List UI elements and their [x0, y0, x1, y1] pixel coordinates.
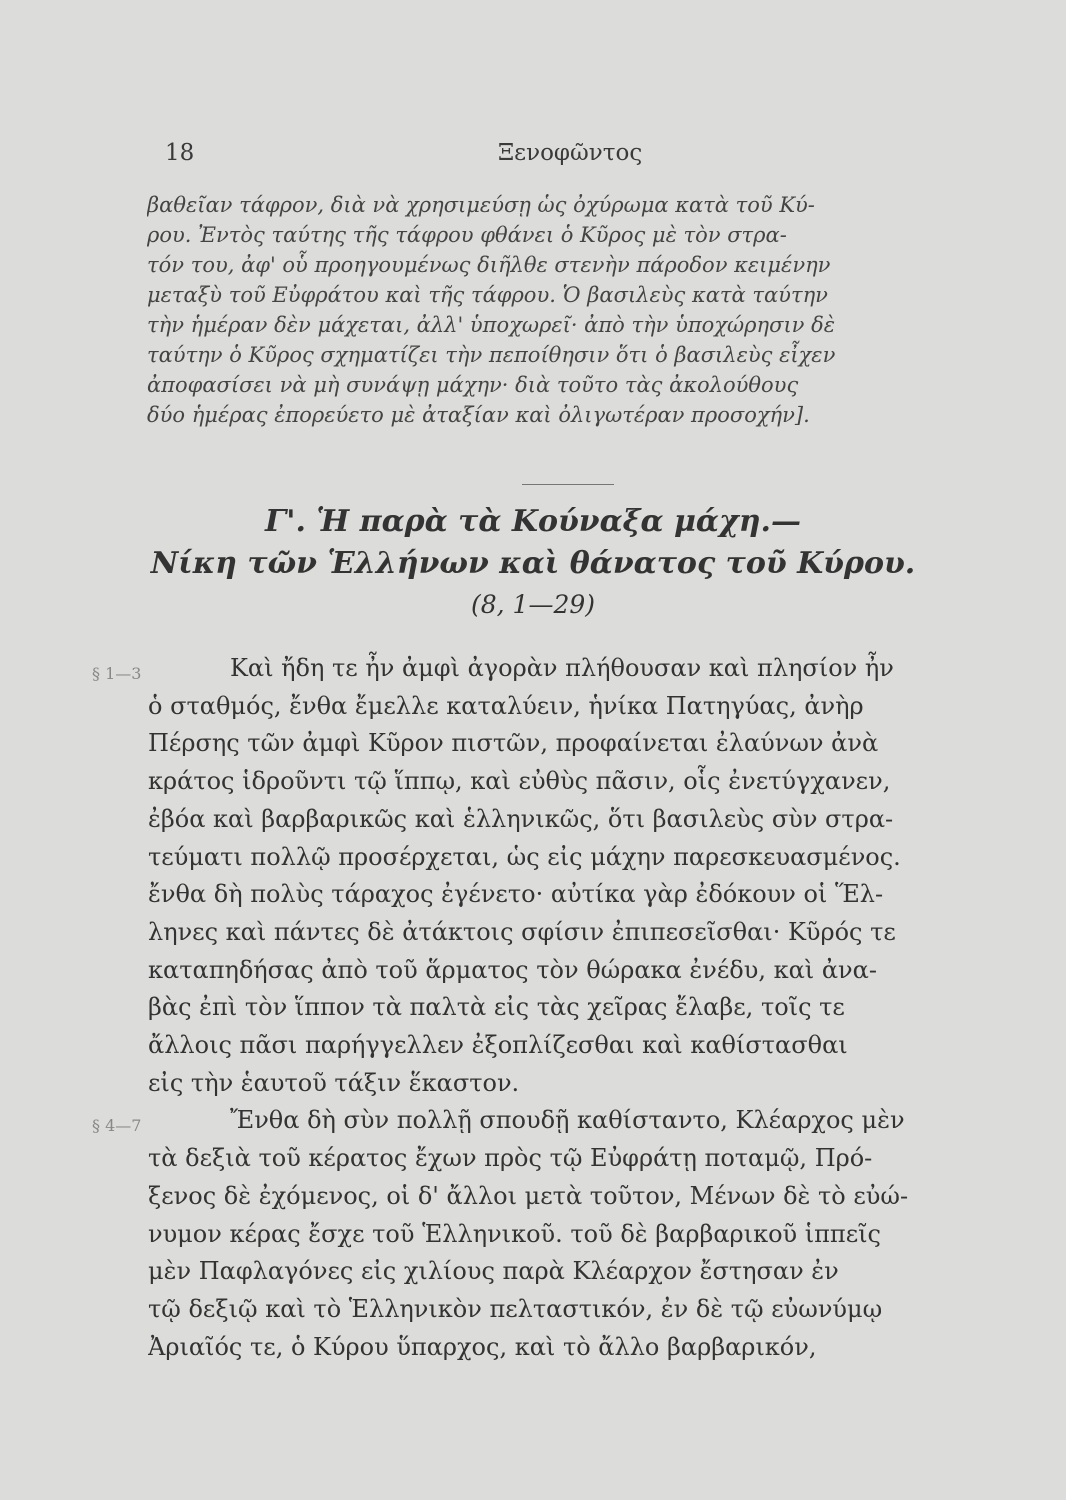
text-line: ὁ σταθμός, ἔνθα ἔμελλε καταλύειν, ἡνίκα Πατηγύας, ἀνὴρ — [148, 691, 864, 720]
text-line: ἐβόα καὶ βαρβαρικῶς καὶ ἑλληνικῶς, ὅτι βασιλεὺς σὺν στρα- — [148, 804, 894, 833]
text-line: ἔνθα δὴ πολὺς τάραχος ἐγένετο· αὐτίκα γὰρ ἐδόκουν οἱ Ἕλ- — [148, 880, 884, 909]
section-title: Γ'. Ἡ παρὰ τὰ Κούναξα μάχη.— — [264, 504, 801, 539]
text-line: Πέρσης τῶν ἀμφὶ Κῦρον πιστῶν, προφαίνεται ἐλαύνων ἀνὰ — [148, 729, 879, 758]
text-line: βὰς ἐπὶ τὸν ἵππον τὰ παλτὰ εἰς τὰς χεῖρας ἔλαβε, τοῖς τε — [148, 993, 845, 1022]
text-line: ληνες καὶ πάντες δὲ ἀτάκτοις σφίσιν ἐπιπεσεῖσθαι· Κῦρός τε — [148, 917, 896, 946]
text-line: τῷ δεξιῷ καὶ τὸ Ἑλληνικὸν πελταστικόν, ἐν δὲ τῷ εὐωνύμῳ — [148, 1294, 883, 1323]
text-line: Καὶ ἤδη τε ἦν ἀμφὶ ἀγορὰν πλήθουσαν καὶ πλησίον ἦν — [230, 654, 894, 682]
paragraph-marker: § 4—7 — [92, 1116, 142, 1135]
note-line: βαθεῖαν τάφρον, διὰ νὰ χρησιμεύσῃ ὡς ὀχύρωμα κατὰ τοῦ Κύ- — [147, 193, 815, 217]
text-line: τεύματι πολλῷ προσέρχεται, ὡς εἰς μάχην παρεσκευασμένος. — [148, 842, 901, 871]
text-line: ξενος δὲ ἐχόμενος, οἱ δ' ἄλλοι μετὰ τοῦτον, Μένων δὲ τὸ εὐώ- — [148, 1181, 909, 1210]
note-line: ἀποφασίσει νὰ μὴ συνάψῃ μάχην· διὰ τοῦτο τὰς ἀκολούθους — [147, 373, 799, 397]
note-line: τὴν ἡμέραν δὲν μάχεται, ἀλλ' ὑποχωρεῖ· ἀπὸ τὴν ὑποχώρησιν δὲ — [147, 313, 836, 337]
paragraph-marker: § 1—3 — [92, 664, 142, 683]
text-line: Ἔνθα δὴ σὺν πολλῇ σπουδῇ καθίσταντο, Κλέαρχος μὲν — [230, 1106, 905, 1135]
text-line: τὰ δεξιὰ τοῦ κέρατος ἔχων πρὸς τῷ Εὐφράτῃ ποταμῷ, Πρό- — [148, 1144, 873, 1173]
greek-text — [148, 650, 1016, 1366]
text-line: Ἀριαῖός τε, ὁ Κύρου ὕπαρχος, καὶ τὸ ἄλλο βαρβαρικόν, — [148, 1332, 817, 1361]
text-line: καταπηδήσας ἀπὸ τοῦ ἅρματος τὸν θώρακα ἐνέδυ, καὶ ἀνα- — [148, 955, 877, 984]
note-line: ρου. Ἐντὸς ταύτης τῆς τάφρου φθάνει ὁ Κῦρος μὲ τὸν στρα- — [147, 223, 787, 247]
section-divider — [522, 484, 614, 485]
text-line: ἄλλοις πᾶσι παρήγγελλεν ἐξοπλίζεσθαι καὶ καθίστασθαι — [148, 1031, 848, 1060]
note-line: ταύτην ὁ Κῦρος σχηματίζει τὴν πεποίθησιν ὅτι ὁ βασιλεὺς εἶχεν — [147, 343, 836, 367]
section-subtitle: Νίκη τῶν Ἑλλήνων καὶ θάνατος τοῦ Κύρου. — [150, 546, 916, 581]
text-line: νυμον κέρας ἔσχε τοῦ Ἑλληνικοῦ. τοῦ δὲ βαρβαρικοῦ ἱππεῖς — [148, 1219, 881, 1248]
running-title: Ξενοφῶντος — [498, 140, 643, 166]
note-line: τόν του, ἀφ' οὗ προηγουμένως διῆλθε στενὴν πάροδον κειμένην — [147, 253, 831, 277]
page-number: 18 — [165, 140, 195, 166]
page-header — [0, 140, 1066, 180]
text-line: κράτος ἱδροῦντι τῷ ἵππῳ, καὶ εὐθὺς πᾶσιν, οἷς ἐνετύγχανεν, — [148, 767, 891, 796]
commentary-note — [147, 190, 1007, 430]
note-line: δύο ἡμέρας ἐπορεύετο μὲ ἀταξίαν καὶ ὀλιγωτέραν προσοχήν]. — [147, 403, 810, 427]
text-line: μὲν Παφλαγόνες εἰς χιλίους παρὰ Κλέαρχον ἔστησαν ἐν — [148, 1257, 839, 1286]
text-line: εἰς τὴν ἑαυτοῦ τάξιν ἕκαστον. — [148, 1068, 520, 1097]
section-reference: (8, 1—29) — [470, 590, 596, 619]
note-line: μεταξὺ τοῦ Εὐφράτου καὶ τῆς τάφρου. Ὁ βασιλεὺς κατὰ ταύτην — [147, 283, 828, 307]
